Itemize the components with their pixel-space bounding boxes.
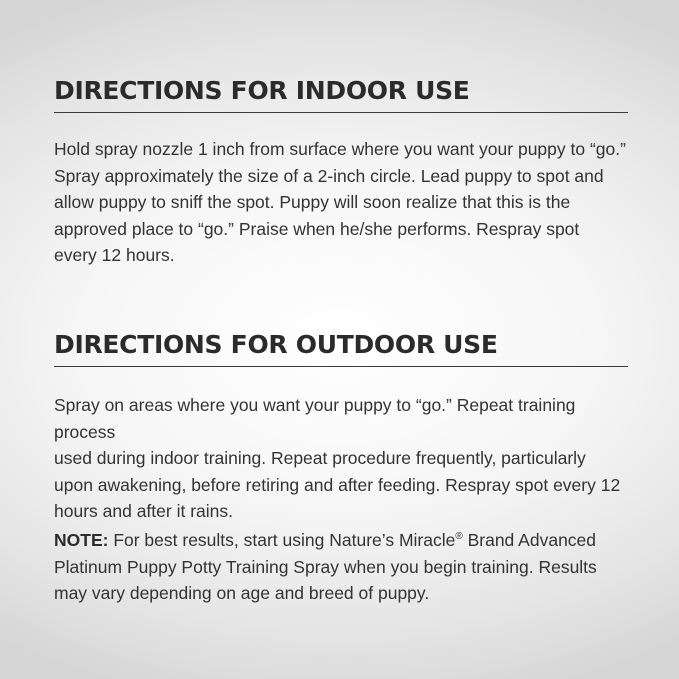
note-line-2: Platinum Puppy Potty Training Spray when you begin training. Results — [54, 556, 597, 577]
indoor-section — [54, 76, 628, 113]
indoor-line-1: Hold spray nozzle 1 inch from surface where you want your puppy to “go.” — [54, 139, 626, 159]
note-label: NOTE: — [54, 530, 109, 550]
outdoor-directions — [54, 392, 628, 525]
note-text — [54, 527, 628, 607]
outdoor-line-4: hours and after it rains. — [54, 501, 233, 521]
indoor-line-3: allow puppy to sniff the spot. Puppy will soon realize that this is the — [54, 192, 571, 212]
note-line-3: may vary depending on age and breed of puppy. — [54, 583, 430, 603]
indoor-line-2: Spray approximately the size of a 2-inch circle. Lead puppy to spot and — [54, 165, 604, 186]
note-line-1-end: Brand Advanced — [462, 530, 597, 550]
outdoor-line-1: Spray on areas where you want your puppy to “go.” Repeat training process — [54, 395, 576, 442]
outdoor-line-3: upon awakening, before retiring and after feeding. Respray spot every 12 — [54, 474, 621, 495]
indoor-heading: DIRECTIONS FOR INDOOR USE — [54, 76, 628, 113]
note-line-1-start: For best results, start using Nature’s Miracle — [108, 530, 456, 550]
registered-mark: ® — [455, 531, 463, 543]
indoor-directions — [54, 136, 628, 269]
outdoor-line-2: used during indoor training. Repeat procedure frequently, particularly — [54, 448, 586, 468]
indoor-line-5: every 12 hours. — [54, 245, 175, 265]
outdoor-section — [54, 330, 628, 367]
outdoor-directions-text — [54, 392, 628, 525]
note-block — [54, 527, 628, 607]
indoor-line-4: approved place to “go.” Praise when he/she performs. Respray spot — [54, 218, 580, 239]
outdoor-heading: DIRECTIONS FOR OUTDOOR USE — [54, 330, 628, 367]
indoor-directions-text — [54, 136, 628, 269]
